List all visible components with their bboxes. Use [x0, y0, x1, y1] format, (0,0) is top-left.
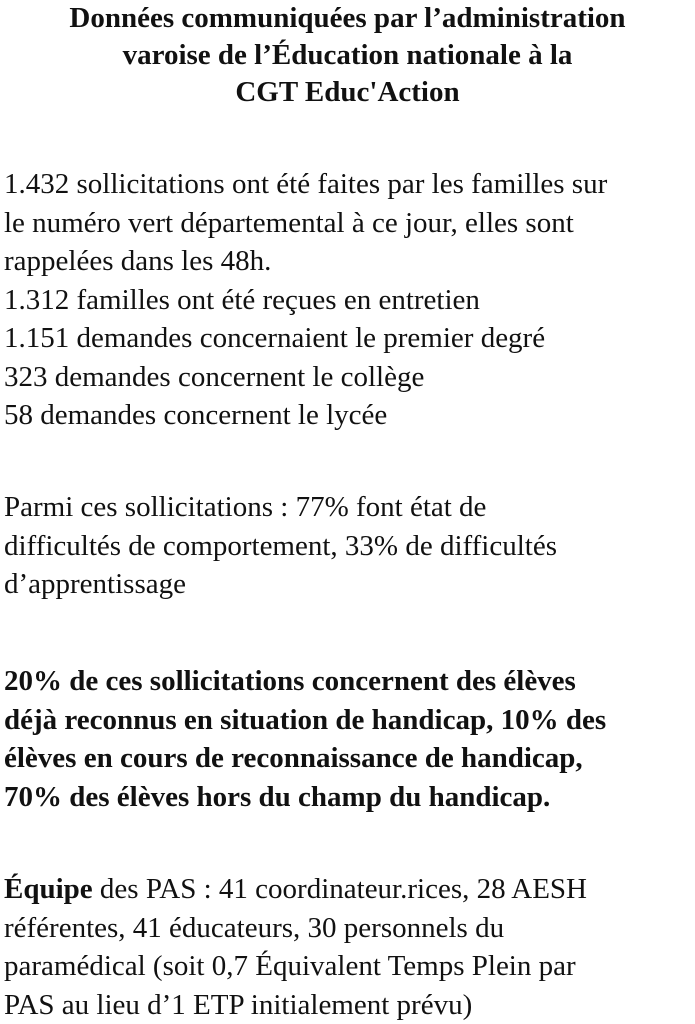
team-line: paramédical (soit 0,7 Équivalent Temps Plein par [4, 950, 576, 982]
stats-paragraph [4, 165, 694, 435]
difficulties-paragraph [4, 488, 694, 604]
stats-line: 1.151 demandes concernaient le premier degré [4, 322, 546, 354]
stats-line: 1.432 sollicitations ont été faites par les familles sur [4, 168, 608, 200]
team-line-first-rest: des PAS : 41 coordinateur.rices, 28 AESH [92, 873, 587, 905]
handicap-line: déjà reconnus en situation de handicap, 10% des [4, 703, 607, 736]
stats-line: 323 demandes concernent le collège [4, 360, 425, 393]
handicap-paragraph [4, 662, 694, 816]
stats-line: 1.312 familles ont été reçues en entretien [4, 283, 480, 316]
handicap-line: 70% des élèves hors du champ du handicap. [4, 780, 551, 813]
team-paragraph [4, 870, 694, 1024]
page-title [0, 0, 695, 111]
team-line-first [4, 870, 694, 909]
title-line-2: varoise de l’Éducation nationale à la [122, 39, 573, 71]
team-line: référentes, 41 éducateurs, 30 personnels du [4, 911, 505, 944]
difficulties-line: difficultés de comportement, 33% de difficultés [4, 529, 557, 562]
stats-line: rappelées dans les 48h. [4, 245, 272, 277]
title-line-3: CGT Educ'Action [235, 76, 460, 108]
team-line: PAS au lieu d’1 ETP initialement prévu) [4, 988, 473, 1021]
team-lead-word: Équipe [4, 873, 93, 905]
stats-line: le numéro vert départemental à ce jour, elles sont [4, 206, 574, 239]
handicap-line: 20% de ces sollicitations concernent des élèves [4, 665, 576, 697]
difficulties-line: Parmi ces sollicitations : 77% font état de [4, 491, 487, 523]
stats-line: 58 demandes concernent le lycée [4, 399, 388, 431]
difficulties-line: d’apprentissage [4, 568, 186, 600]
title-line-1: Données communiquées par l’administration [69, 2, 626, 34]
handicap-line: élèves en cours de reconnaissance de handicap, [4, 742, 583, 774]
